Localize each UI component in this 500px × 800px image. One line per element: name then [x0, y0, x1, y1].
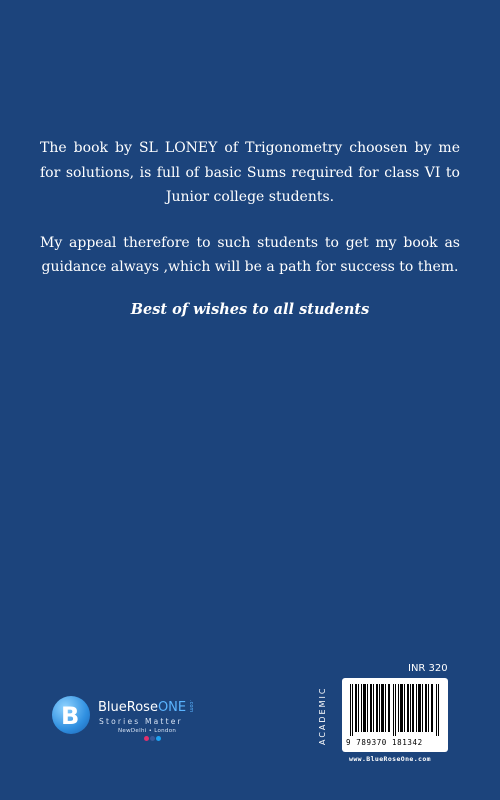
publisher-logo — [52, 696, 222, 756]
isbn-number: 9 789370 181342 — [346, 738, 423, 747]
category-label: ACADEMIC — [318, 686, 327, 746]
facebook-icon — [150, 736, 155, 741]
publisher-website: www.BlueRoseOne.com — [349, 755, 431, 763]
publisher-slogan: Stories Matter — [99, 717, 183, 726]
blurb-tagline: Best of wishes to all students — [130, 300, 370, 318]
bluerose-logo-icon — [52, 696, 90, 734]
blurb-paragraph-2: My appeal therefore to such students to get my book as guidance always ,which will be a path for success to them. — [40, 234, 460, 275]
publisher-brand-name — [98, 700, 195, 715]
isbn-barcode — [342, 678, 448, 752]
twitter-icon — [156, 736, 161, 741]
blurb-paragraph-1: The book by SL LONEY of Trigonometry choosen by me for solutions, is full of basic Sums required for class VI to Junior college students. — [40, 140, 460, 205]
brand-accent: ONE — [157, 700, 187, 715]
price-label: INR 320 — [408, 663, 448, 674]
brand-suffix: .com — [188, 700, 195, 713]
social-icons — [144, 736, 161, 741]
back-cover-blurb — [40, 136, 460, 322]
barcode-icon — [348, 684, 442, 736]
brand-main: BlueRose — [98, 700, 158, 715]
publisher-cities: NewDelhi • London — [118, 728, 177, 734]
logo-letter: B — [61, 702, 80, 730]
instagram-icon — [144, 736, 149, 741]
